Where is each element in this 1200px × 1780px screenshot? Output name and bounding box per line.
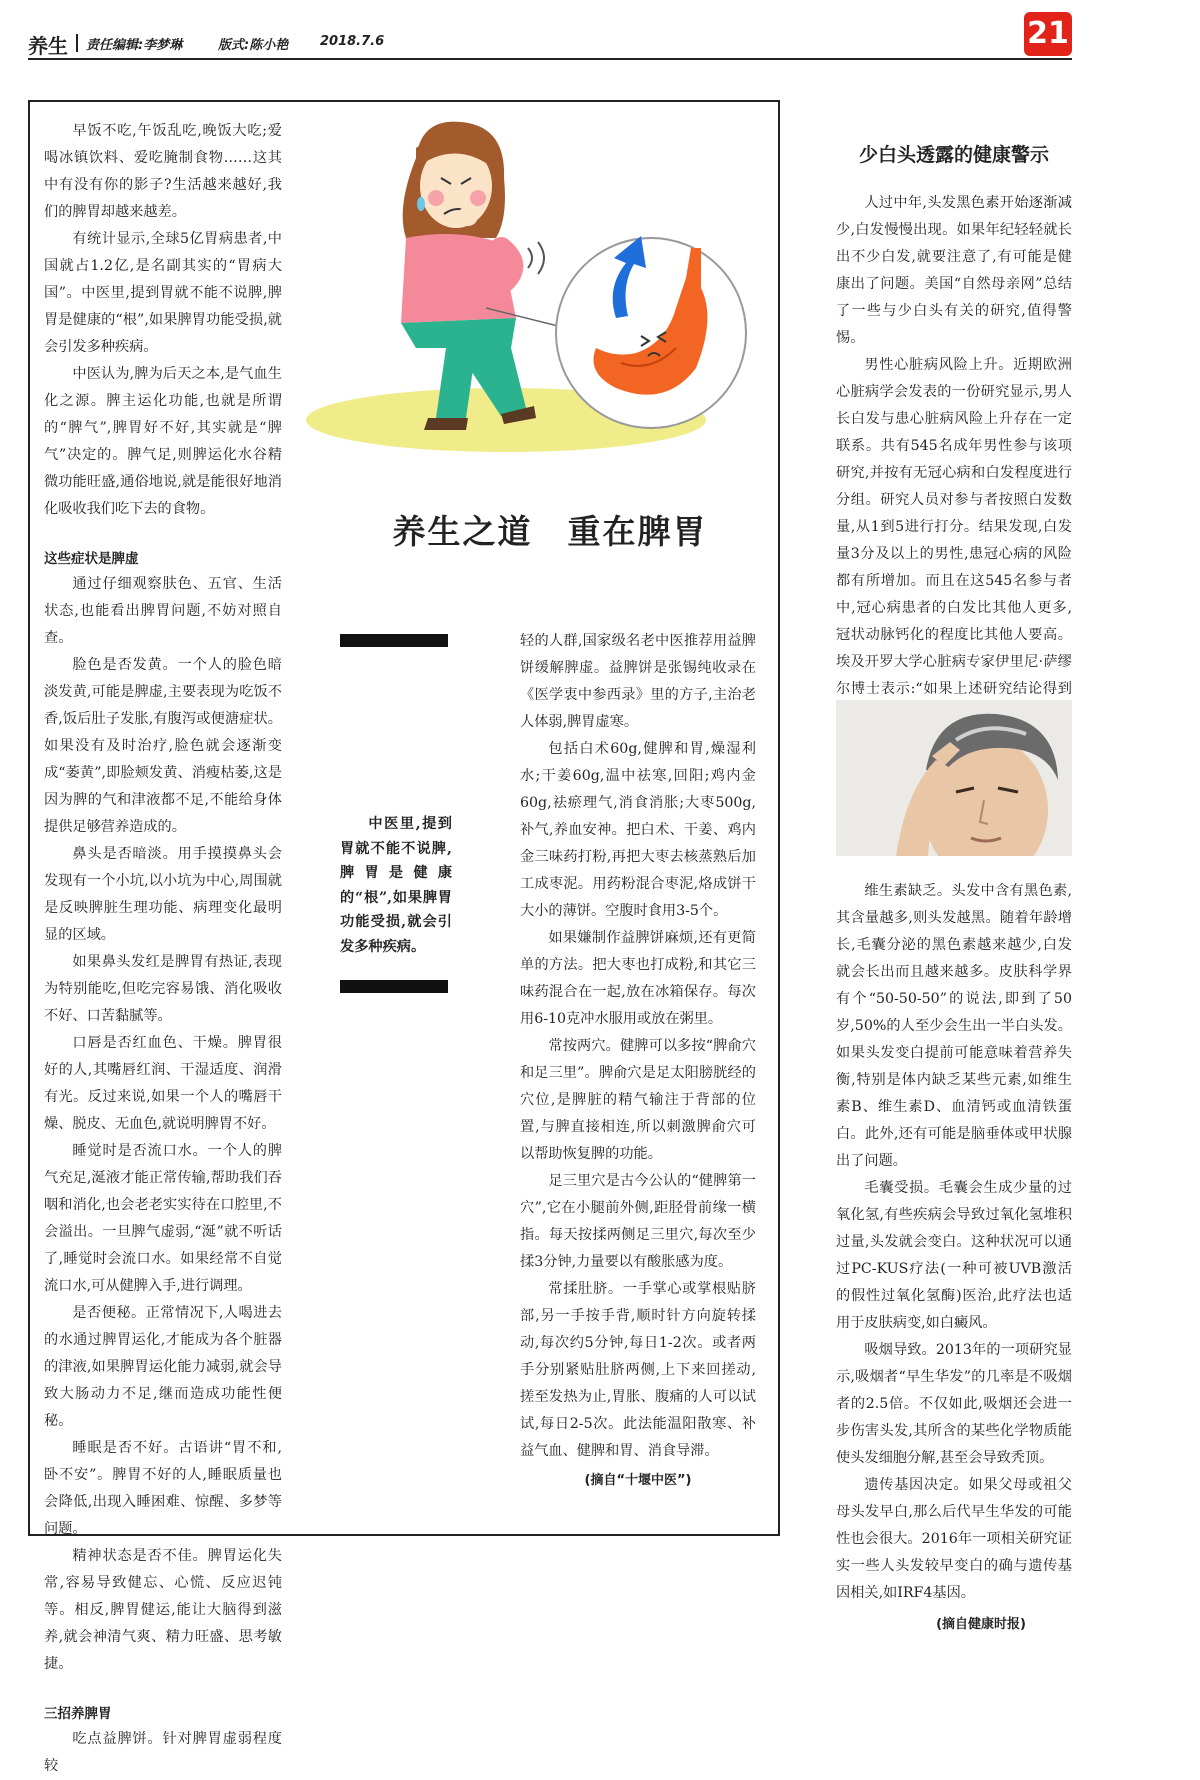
pullquote-bar-bottom bbox=[340, 980, 448, 993]
header-editor: 责任编辑:李梦琳 bbox=[86, 38, 183, 53]
section1-paragraph-3: 鼻头是否暗淡。用手摸摸鼻头会发现有一个小坑,以小坑为中心,周围就是反映脾脏生理功能、病理变化最明显的区域。 bbox=[44, 846, 282, 943]
woman-stomach-illustration bbox=[296, 118, 766, 478]
header-layout: 版式:陈小艳 bbox=[218, 38, 289, 53]
side-column-top bbox=[836, 190, 1072, 757]
col2-paragraph-2: 包括白术60g,健脾和胃,燥湿利水;干姜60g,温中祛寒,回阳;鸡内金60g,祛瘀理气,消食消胀;大枣500g,补气,养血安神。把白术、干姜、鸡内金三味药打粉,再把大枣去核蒸熟后加工成枣泥。用药粉混合枣泥,烙成饼干大小的薄饼。空腹时食用3-5个。 bbox=[520, 741, 756, 919]
intro-paragraph-1: 早饭不吃,午饭乱吃,晚饭大吃;爱喝冰镇饮料、爱吃腌制食物……这其中有没有你的影子?生活越来越好,我们的脾胃却越来越差。 bbox=[44, 123, 282, 220]
intro-paragraph-3: 中医认为,脾为后天之本,是气血生化之源。脾主运化功能,也就是所谓的“脾气”,脾胃好不好,其实就是“脾气”决定的。脾气足,则脾运化水谷精微功能旺盛,通俗地说,就是能很好地消化吸收我们吃下去的食物。 bbox=[44, 366, 282, 517]
side-paragraph-5: 吸烟导致。2013年的一项研究显示,吸烟者“早生华发”的几率是不吸烟者的2.5倍。不仅如此,吸烟还会进一步伤害头发,其所含的某些化学物质能使头发细胞分解,甚至会导致秃顶。 bbox=[836, 1342, 1072, 1466]
section1-paragraph-1: 通过仔细观察肤色、五官、生活状态,也能看出脾胃问题,不妨对照自查。 bbox=[44, 576, 282, 646]
header-rule bbox=[28, 58, 1072, 60]
side-article-title: 少白头透露的健康警示 bbox=[858, 144, 1049, 166]
pullquote-bar-top bbox=[340, 634, 448, 647]
pullquote: 中医里,提到胃就不能不说脾,脾胃是健康的“根”,如果脾胃功能受损,就会引发多种疾病。 bbox=[340, 816, 452, 955]
side-column-bottom bbox=[836, 878, 1072, 1632]
woman-illustration bbox=[401, 122, 544, 430]
section1-paragraph-2: 脸色是否发黄。一个人的脸色暗淡发黄,可能是脾虚,主要表现为吃饭不香,饭后肚子发胀,有腹泻或便溏症状。如果没有及时治疗,脸色就会逐渐变成“萎黄”,即脸颊发黄、消瘦枯萎,这是因为脾的气和津液都不足,不能给身体提供足够营养造成的。 bbox=[44, 657, 282, 835]
article-title: 养生之道 重在脾胃 bbox=[392, 512, 708, 551]
section1-paragraph-9: 精神状态是否不佳。脾胃运化失常,容易导致健忘、心慌、反应迟钝等。相反,脾胃健运,能让大脑得到滋养,就会神清气爽、精力旺盛、思考敏捷。 bbox=[44, 1548, 282, 1672]
main-column-1 bbox=[44, 118, 282, 1780]
col2-paragraph-3: 如果嫌制作益脾饼麻烦,还有更简单的方法。把大枣也打成粉,和其它三味药混合在一起,放在冰箱保存。每次用6-10克冲水服用或放在粥里。 bbox=[520, 930, 756, 1027]
side-paragraph-3: 维生素缺乏。头发中含有黑色素,其含量越多,则头发越黑。随着年龄增长,毛囊分泌的黑色素越来越少,白发就会长出而且越来越多。皮肤科学界有个“50-50-50”的说法,即到了50岁,50%的人至少会生出一半白头发。如果头发变白提前可能意味着营养失衡,特别是体内缺乏某些元素,如维生素B、维生素D、血清钙或血清铁蛋白。此外,还有可能是脑垂体或甲状腺出了问题。 bbox=[836, 883, 1072, 1169]
page-number: 21 bbox=[1027, 16, 1069, 51]
section2-heading: 三招养脾胃 bbox=[44, 1706, 112, 1722]
side-article-credit: (摘自健康时报) bbox=[936, 1617, 1026, 1632]
magnify-circle bbox=[556, 238, 746, 428]
main-column-2 bbox=[520, 628, 756, 1488]
page-header bbox=[28, 16, 1072, 58]
man-grey-hair-photo bbox=[836, 700, 1072, 856]
col2-paragraph-6: 常揉肚脐。一手掌心或掌根贴脐部,另一手按手背,顺时针方向旋转揉动,每次约5分钟,每日1-2次。或者两手分别紧贴肚脐两侧,上下来回搓动,搓至发热为止,胃胀、腹痛的人可以试试,每日2-5次。此法能温阳散寒、补益气血、健脾和胃、消食导滞。 bbox=[520, 1281, 756, 1459]
col2-paragraph-1: 轻的人群,国家级名老中医推荐用益脾饼缓解脾虚。益脾饼是张锡纯收录在《医学衷中参西录》里的方子,主治老人体弱,脾胃虚寒。 bbox=[520, 633, 756, 730]
side-paragraph-2: 男性心脏病风险上升。近期欧洲心脏病学会发表的一份研究显示,男人长白发与患心脏病风险上升存在一定联系。共有545名成年男性参与该项研究,并按有无冠心病和白发程度进行分组。研究人员对参与者按照白发数量,从1到5进行打分。结果发现,白发量3分及以上的男性,患冠心病的风险都有所增加。而且在这545名参与者中,冠心病患者的白发比其他人更多,冠状动脉钙化的程度比其他人要高。埃及开罗大学心脏病专家伊里尼·萨缪尔博士表示:“如果上述研究结论得到 bbox=[836, 357, 1072, 697]
side-paragraph-4: 毛囊受损。毛囊会生成少量的过氧化氢,有些疾病会导致过氧化氢堆积过量,头发就会变白。这种状况可以通过PC-KUS疗法(一种可被UVB激活的假性过氧化氢酶)医治,此疗法也适用于皮肤病变,如白癜风。 bbox=[836, 1180, 1072, 1331]
intro-paragraph-2: 有统计显示,全球5亿胃病患者,中国就占1.2亿,是名副其实的“胃病大国”。中医里,提到胃就不能不说脾,脾胃是健康的“根”,如果脾胃功能受损,就会引发多种疾病。 bbox=[44, 231, 282, 355]
main-article-credit: (摘自“十堰中医”) bbox=[584, 1473, 692, 1488]
side-paragraph-6: 遗传基因决定。如果父母或祖父母头发早白,那么后代早生华发的可能性也会很大。2016年一项相关研究证实一些人头发较早变白的确与遗传基因相关,如IRF4基因。 bbox=[836, 1477, 1072, 1601]
section1-paragraph-4: 如果鼻头发红是脾胃有热证,表现为特别能吃,但吃完容易饿、消化吸收不好、口苦黏腻等。 bbox=[44, 954, 282, 1024]
page-number-badge bbox=[1024, 12, 1072, 56]
section1-paragraph-7: 是否便秘。正常情况下,人喝进去的水通过脾胃运化,才能成为各个脏器的津液,如果脾胃运化能力减弱,就会导致大肠动力不足,继而造成功能性便秘。 bbox=[44, 1305, 282, 1429]
col2-paragraph-5: 足三里穴是古今公认的“健脾第一穴”,它在小腿前外侧,距胫骨前缘一横指。每天按揉两侧足三里穴,每次至少揉3分钟,力量要以有酸胀感为度。 bbox=[520, 1173, 756, 1270]
col2-paragraph-4: 常按两穴。健脾可以多按“脾俞穴和足三里”。脾俞穴是足太阳膀胱经的穴位,是脾脏的精气输注于背部的位置,与脾直接相连,所以刺激脾俞穴可以帮助恢复脾的功能。 bbox=[520, 1038, 756, 1162]
section1-paragraph-5: 口唇是否红血色、干燥。脾胃很好的人,其嘴唇红润、干湿适度、润滑有光。反过来说,如果一个人的嘴唇干燥、脱皮、无血色,就说明脾胃不好。 bbox=[44, 1035, 282, 1132]
section2-paragraph-start: 吃点益脾饼。针对脾胃虚弱程度较 bbox=[44, 1731, 282, 1774]
header-date: 2018.7.6 bbox=[320, 34, 385, 49]
section1-paragraph-6: 睡觉时是否流口水。一个人的脾气充足,涎液才能正常传输,帮助我们吞咽和消化,也会老老实实待在口腔里,不会溢出。一旦脾气虚弱,“涎”就不听话了,睡觉时会流口水。如果经常不自觉流口水,可从健脾入手,进行调理。 bbox=[44, 1143, 282, 1294]
section1-heading: 这些症状是脾虚 bbox=[44, 551, 139, 567]
side-paragraph-1: 人过中年,头发黑色素开始逐渐减少,白发慢慢出现。如果年纪轻轻就长出不少白发,就要注意了,有可能是健康出了问题。美国“自然母亲网”总结了一些与少白头有关的研究,值得警惕。 bbox=[836, 195, 1072, 346]
section1-paragraph-8: 睡眠是否不好。古语讲“胃不和,卧不安”。脾胃不好的人,睡眠质量也会降低,出现入睡困难、惊醒、多梦等问题。 bbox=[44, 1440, 282, 1537]
section-name: 养生 bbox=[28, 34, 68, 58]
header-divider bbox=[76, 34, 78, 52]
